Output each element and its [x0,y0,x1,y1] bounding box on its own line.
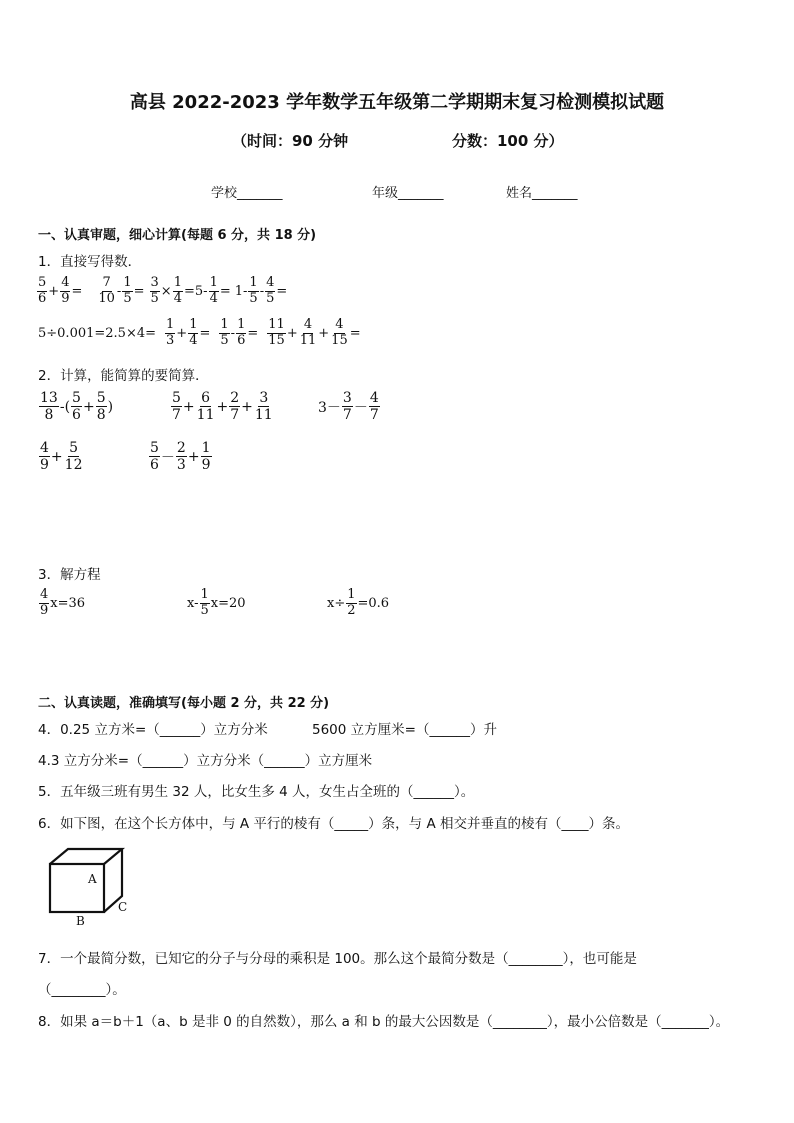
q3-equation-1: $\frac{4}{9}$ x=36 [40,587,86,618]
fraction: $\frac{1}{5}$ [249,275,258,306]
fraction: $\frac{7}{10}$ [98,275,115,306]
label-a: A [88,872,97,886]
exam-time: （时间：90 分钟 [232,132,349,150]
q7-text-line2: （________）。 [38,982,126,998]
page-title: 高县 2022-2023 学年数学五年级第二学期期末复习检测模拟试题 [129,92,665,113]
q3-equation-2: x- $\frac{1}{5}$ x=20 [187,587,246,618]
fraction: $\frac{5}{6}$ [72,390,81,424]
fraction: $\frac{4}{9}$ [61,275,70,306]
school-field: 学校_______ [211,186,283,201]
fraction: $\frac{5}{6}$ [38,275,47,306]
fraction: $\frac{1}{5}$ [123,275,132,306]
label-c: C [118,900,128,914]
q4-part-c: 4.3 立方分米=（______）立方分米（______）立方厘米 [38,753,373,769]
q2-expr-1: $\frac{13}{8}$ - ( $\frac{5}{6}$ + $\frac{5}{8}$ ) [40,390,114,424]
fraction: $\frac{1}{6}$ [237,317,246,348]
q4-part-a: 4．0.25 立方米=（______）立方分米 [38,722,268,738]
fraction: $\frac{4}{9}$ [40,587,49,618]
fraction: $\frac{3}{5}$ [150,275,159,306]
fraction: $\frac{1}{4}$ [209,275,218,306]
q8-text: 8．如果 a＝b＋1（a、b 是非 0 的自然数），那么 a 和 b 的最大公因数是（________），最小公倍数是（_______）。 [38,1014,730,1030]
q2-expr-2: $\frac{5}{7}$ + $\frac{6}{11}$ + $\frac{2}{7}$ + $\frac{3}{11}$ [172,390,273,424]
fraction: $\frac{4}{9}$ [40,440,49,474]
fraction: $\frac{5}{12}$ [64,440,83,474]
fraction: $\frac{1}{5}$ [220,317,229,348]
q1-row1: $\frac{5}{6}$ + $\frac{4}{9}$ = $\frac{7}{10}$ - $\frac{1}{5}$ = $\frac{3}{5}$ × $\frac{1}{4}$ = 5- $\frac{1}{4}$ = 1- $\frac{1}{5}$ - $\frac{4}{5}$ = [38,275,288,306]
fraction: $\frac{3}{11}$ [254,390,273,424]
fraction: $\frac{1}{9}$ [201,440,211,474]
fraction: $\frac{1}{4}$ [173,275,182,306]
fraction: $\frac{3}{7}$ [342,390,352,424]
label-b: B [76,914,85,928]
fraction: $\frac{2}{7}$ [230,390,240,424]
fraction: $\frac{1}{2}$ [347,587,356,618]
exam-score: 分数：100 分） [452,132,564,150]
q3-equation-3: x÷ $\frac{1}{2}$ =0.6 [327,587,390,618]
fraction: $\frac{5}{8}$ [96,390,106,424]
grade-field: 年级_______ [372,186,444,201]
name-field: 姓名_______ [506,186,578,201]
q7-text-line1: 7．一个最简分数，已知它的分子与分母的乘积是 100。那么这个最简分数是（________），也可能是 [38,951,637,967]
q3-label: 3．解方程 [38,567,101,583]
section2-heading: 二、认真读题，准确填写(每小题 2 分，共 22 分) [38,696,330,711]
fraction: $\frac{5}{6}$ [150,440,159,474]
cuboid-figure [46,846,132,928]
q6-text: 6．如下图，在这个长方体中，与 A 平行的棱有（_____）条，与 A 相交并垂直的棱有（____）条。 [38,816,629,832]
fraction: $\frac{1}{3}$ [166,317,175,348]
fraction: $\frac{4}{5}$ [266,275,275,306]
fraction: $\frac{4}{11}$ [299,317,317,348]
fraction: $\frac{4}{15}$ [331,317,348,348]
fraction: $\frac{13}{8}$ [40,390,58,424]
fraction: $\frac{4}{7}$ [369,390,379,424]
section1-heading: 一、认真审题，细心计算(每题 6 分，共 18 分) [38,228,317,243]
fraction: $\frac{5}{7}$ [172,390,181,424]
fraction: $\frac{1}{4}$ [189,317,198,348]
fraction: $\frac{2}{3}$ [176,440,186,474]
fraction: $\frac{11}{15}$ [268,317,285,348]
q4-part-b: 5600 立方厘米=（______）升 [312,722,497,738]
fraction: $\frac{1}{5}$ [200,587,209,618]
fraction: $\frac{6}{11}$ [196,390,215,424]
q2-expr-3: 3－ $\frac{3}{7}$ － $\frac{4}{7}$ [318,390,379,424]
q2-label: 2．计算，能简算的要简算． [38,368,209,384]
q2-expr-5: $\frac{5}{6}$ － $\frac{2}{3}$ + $\frac{1}{9}$ [150,440,211,474]
q5-text: 5．五年级三班有男生 32 人，比女生多 4 人，女生占全班的（______）。 [38,784,475,800]
q1-label: 1．直接写得数． [38,254,142,270]
q1-row2: 5÷0.001= 2.5×4= $\frac{1}{3}$ + $\frac{1}{4}$ = $\frac{1}{5}$ - $\frac{1}{6}$ = $\frac{11}{15}$ + $\frac{4}{11}$ + $\frac{4}{15}$ = [38,317,361,348]
q2-expr-4: $\frac{4}{9}$ + $\frac{5}{12}$ [40,440,83,474]
